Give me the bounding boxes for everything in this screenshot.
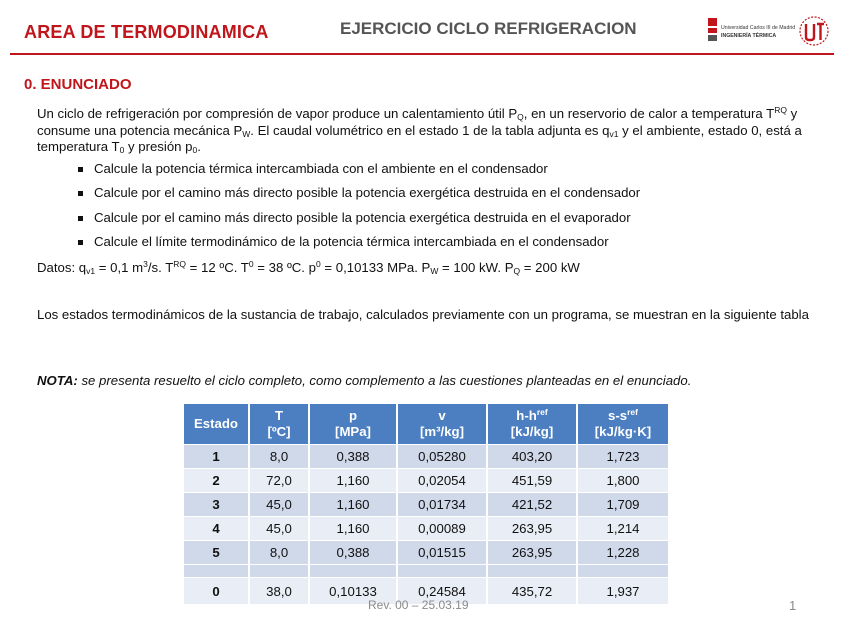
- table-row: [184, 517, 668, 541]
- cell-v: 0,24584: [397, 578, 487, 605]
- cell-p: 0,388: [309, 541, 397, 565]
- section-title: 0. ENUNCIADO: [24, 76, 132, 93]
- cell-estado: 1: [184, 445, 249, 469]
- cell-p: 1,160: [309, 517, 397, 541]
- cell-h: 263,95: [487, 541, 577, 565]
- svg-text:Universidad Carlos III de Madr: Universidad Carlos III de Madrid: [721, 25, 796, 31]
- cell-v: 0,01515: [397, 541, 487, 565]
- table-row: [184, 469, 668, 493]
- table-row: [184, 541, 668, 565]
- header-temperature: T [ºC]: [249, 404, 309, 445]
- table-spacer-row: [184, 565, 668, 578]
- revision-footer: Rev. 00 – 25.03.19: [368, 598, 469, 612]
- header-entropy: $s-s^{ref}$ [kJ/kg·K]: [577, 404, 668, 445]
- cell-estado: 4: [184, 517, 249, 541]
- area-title: AREA DE TERMODINAMICA: [24, 22, 269, 42]
- cell-v: 0,00089: [397, 517, 487, 541]
- question-item: Calcule la potencia térmica intercambiada con el ambiente en el condensador: [78, 161, 640, 185]
- cell-s: 1,937: [577, 578, 668, 605]
- question-item: Calcule por el camino más directo posible la potencia exergética destruida en el evaporador: [78, 210, 640, 234]
- table-row: [184, 493, 668, 517]
- question-item: Calcule por el camino más directo posible la potencia exergética destruida en el condensador: [78, 185, 640, 209]
- header-estado: Estado: [184, 404, 249, 445]
- cell-t: 8,0: [249, 541, 309, 565]
- header-enthalpy: $h-h^{ref}$ [kJ/kg]: [487, 404, 577, 445]
- note-label: NOTA:: [37, 373, 78, 388]
- page-number: 1: [789, 598, 797, 613]
- table-intro: Los estados termodinámicos de la sustancia de trabajo, calculados previamente con un programa, se muestran en la siguiente tabla: [37, 307, 809, 322]
- cell-p: 1,160: [309, 469, 397, 493]
- question-list: [78, 161, 640, 258]
- header-pressure: p [MPa]: [309, 404, 397, 445]
- question-item: Calcule el límite termodinámico de la potencia térmica intercambiada en el condensador: [78, 234, 640, 258]
- cell-s: 1,228: [577, 541, 668, 565]
- cell-h: 451,59: [487, 469, 577, 493]
- cell-s: 1,709: [577, 493, 668, 517]
- cell-p: 0,10133: [309, 578, 397, 605]
- cell-t: 45,0: [249, 493, 309, 517]
- cell-v: 0,01734: [397, 493, 487, 517]
- cell-t: 8,0: [249, 445, 309, 469]
- cell-h: 403,20: [487, 445, 577, 469]
- cell-v: 0,02054: [397, 469, 487, 493]
- cell-t: 38,0: [249, 578, 309, 605]
- given-data: Datos: $q_{v1} = 0,1$ $m^3/s$. $T^{RQ} = 12$ ºC. $T^0 = 38$ ºC. $p^0 = 0,10133$ MPa. $P_W = 100$ kW. $P_Q = 200$ kW: [37, 259, 580, 276]
- exercise-title: EJERCICIO CICLO REFRIGERACION: [340, 19, 637, 38]
- cell-estado: 0: [184, 578, 249, 605]
- note: NOTA: se presenta resuelto el ciclo completo, como complemento a las cuestiones planteadas en el enunciado.: [37, 373, 692, 388]
- problem-statement: Un ciclo de refrigeración por compresión de vapor produce un calentamiento útil $P_Q$, en un reservorio de calor a temperatura $T^{RQ}$ y consume una potencia mecánica $P_W$. El caudal volumétrico en el estado 1 de la tabla adjunta es $q_{v1}$ y el ambiente, estado 0, está a temperatura $T_0$ y presión $p_0$.: [37, 105, 802, 155]
- uc3m-logo: [706, 15, 796, 45]
- states-table: [184, 404, 668, 604]
- table-header-row: [184, 404, 668, 445]
- cell-t: 72,0: [249, 469, 309, 493]
- university-seal-logo: [798, 15, 830, 47]
- cell-estado: 3: [184, 493, 249, 517]
- cell-h: 421,52: [487, 493, 577, 517]
- cell-v: 0,05280: [397, 445, 487, 469]
- cell-p: 0,388: [309, 445, 397, 469]
- svg-text:INGENIERÍA TÉRMICA: INGENIERÍA TÉRMICA: [721, 33, 777, 39]
- table-row: [184, 445, 668, 469]
- cell-h: 435,72: [487, 578, 577, 605]
- header-volume: v [m³/kg]: [397, 404, 487, 445]
- cell-p: 1,160: [309, 493, 397, 517]
- cell-s: 1,723: [577, 445, 668, 469]
- header-divider: [10, 53, 834, 55]
- cell-estado: 5: [184, 541, 249, 565]
- cell-t: 45,0: [249, 517, 309, 541]
- cell-estado: 2: [184, 469, 249, 493]
- cell-s: 1,214: [577, 517, 668, 541]
- cell-s: 1,800: [577, 469, 668, 493]
- cell-h: 263,95: [487, 517, 577, 541]
